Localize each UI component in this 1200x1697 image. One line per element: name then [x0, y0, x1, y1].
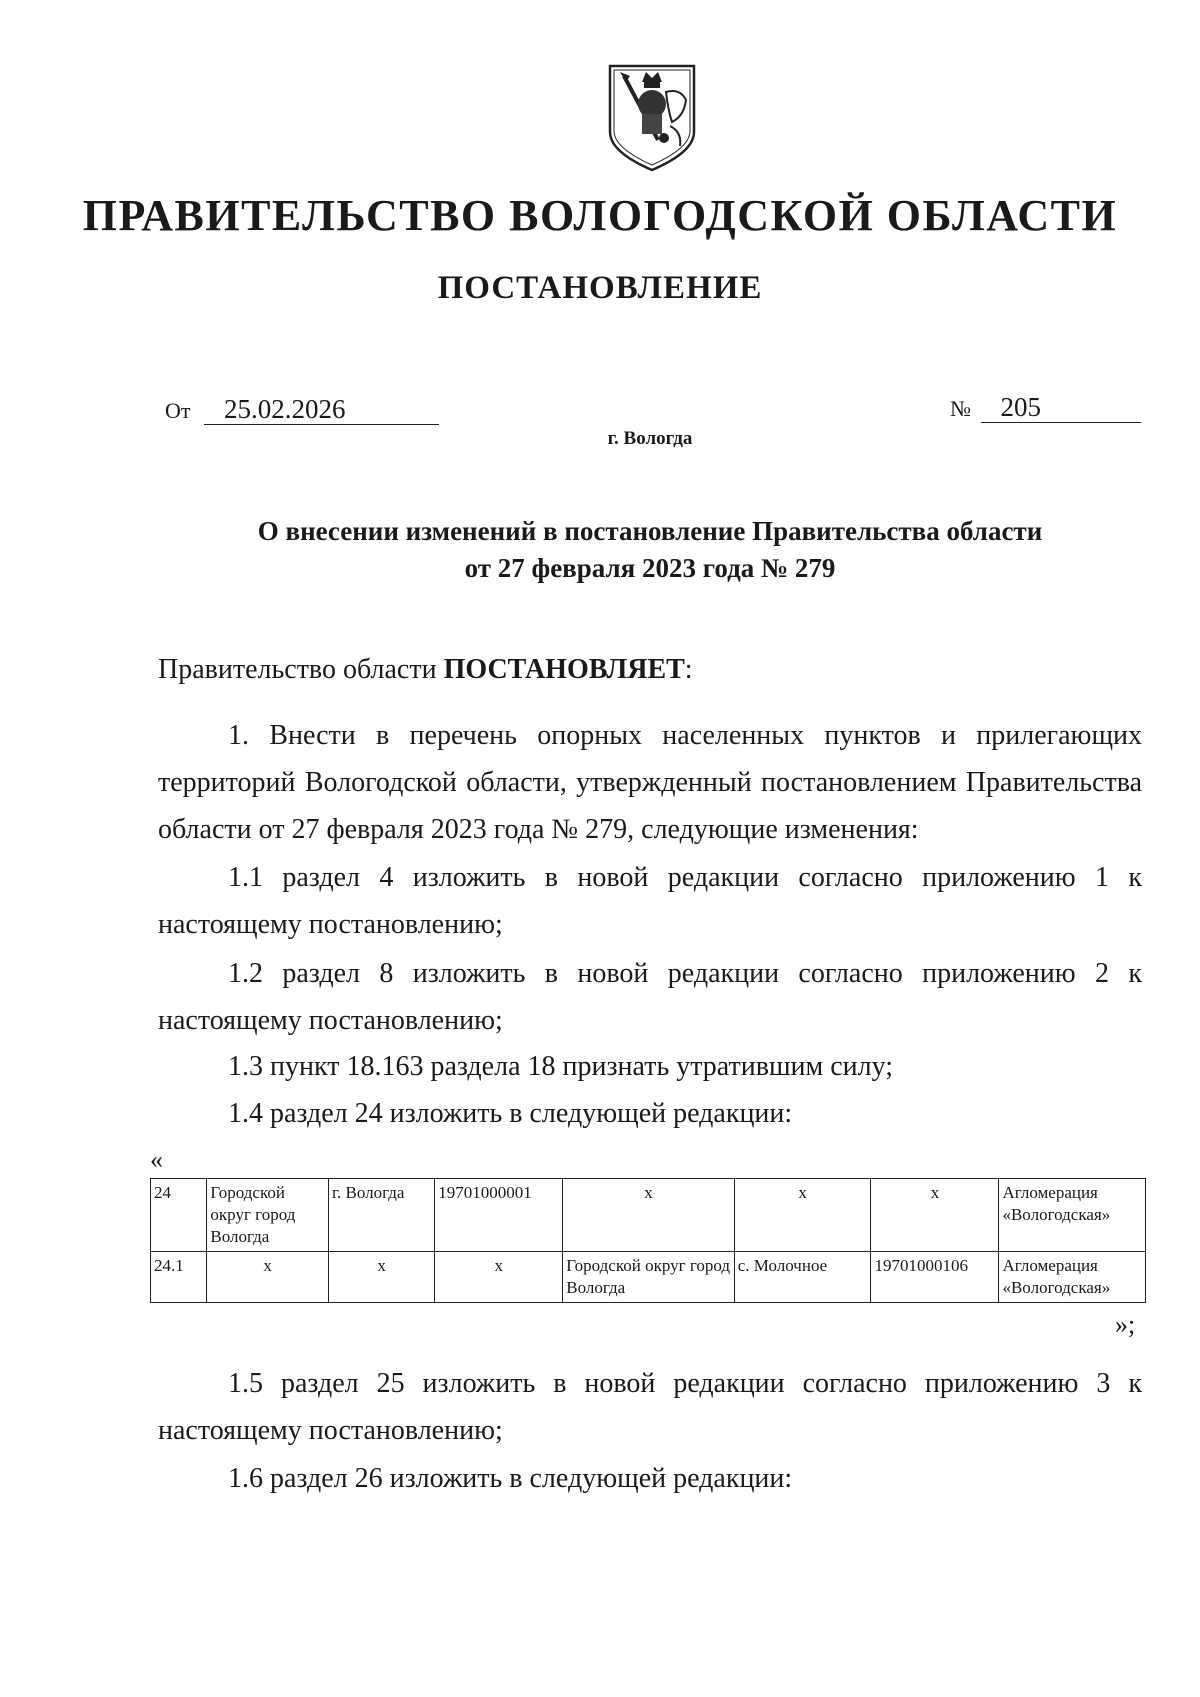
city: г. Вологда	[607, 428, 693, 449]
paragraph-1-5: 1.5 раздел 25 изложить в новой редакции согласно приложению 3 к настоящему постановлению;	[158, 1368, 1142, 1446]
table-cell: х	[871, 1179, 999, 1252]
table-cell: х	[734, 1179, 871, 1252]
table-cell: х	[328, 1252, 434, 1303]
table-cell: х	[563, 1179, 734, 1252]
table-cell: Городской округ город Вологда	[207, 1179, 329, 1252]
document-number: 205	[981, 392, 1141, 423]
intro-keyword: ПОСТАНОВЛЯЕТ	[443, 654, 685, 685]
date-line	[165, 394, 439, 425]
number-prefix: №	[950, 396, 971, 421]
quote-close: »;	[1115, 1310, 1136, 1339]
intro-text: Правительство области	[158, 654, 444, 685]
number-line	[950, 392, 1141, 423]
subject-line-2: от 27 февраля 2023 года № 279	[464, 553, 836, 583]
paragraph-1-1: 1.1 раздел 4 изложить в новой редакции согласно приложению 1 к настоящему постановлению;	[158, 862, 1142, 940]
section-24-table	[150, 1178, 1146, 1303]
resolution-intro	[158, 646, 1142, 693]
coat-of-arms-emblem	[606, 52, 698, 174]
paragraph-1-3: 1.3 пункт 18.163 раздела 18 признать утратившим силу;	[228, 1051, 893, 1082]
paragraph-1-2: 1.2 раздел 8 изложить в новой редакции согласно приложению 2 к настоящему постановлению;	[158, 958, 1142, 1036]
table-row	[151, 1179, 1146, 1252]
paragraph-1: 1. Внести в перечень опорных населенных пунктов и прилегающих территорий Вологодской области, утвержденный постановлением Правительства области от 27 февраля 2023 года № 279, следующие изменения:	[158, 720, 1142, 845]
document-subject	[0, 513, 1200, 587]
table-cell: г. Вологда	[328, 1179, 434, 1252]
quote-open: «	[150, 1145, 163, 1174]
table-cell: х	[435, 1252, 563, 1303]
table-cell: с. Молочное	[734, 1252, 871, 1303]
subject-line-1: О внесении изменений в постановление Правительства области	[257, 516, 1043, 546]
document-type: ПОСТАНОВЛЕНИЕ	[437, 270, 763, 306]
intro-colon: :	[684, 654, 693, 685]
table-cell: х	[207, 1252, 329, 1303]
paragraph-1-6: 1.6 раздел 26 изложить в следующей редакции:	[228, 1463, 793, 1494]
table-row	[151, 1252, 1146, 1303]
date-prefix: От	[165, 398, 191, 423]
government-title: ПРАВИТЕЛЬСТВО ВОЛОГОДСКОЙ ОБЛАСТИ	[82, 191, 1118, 240]
table-cell: Городской округ город Вологда	[563, 1252, 734, 1303]
table-cell: 24	[151, 1179, 207, 1252]
table-cell: Агломерация «Вологодская»	[999, 1179, 1146, 1252]
document-date: 25.02.2026	[204, 394, 439, 425]
table-cell: Агломерация «Вологодская»	[999, 1252, 1146, 1303]
paragraph-1-4: 1.4 раздел 24 изложить в следующей редакции:	[228, 1098, 793, 1129]
table-cell: 19701000106	[871, 1252, 999, 1303]
table-cell: 19701000001	[435, 1179, 563, 1252]
table-cell: 24.1	[151, 1252, 207, 1303]
